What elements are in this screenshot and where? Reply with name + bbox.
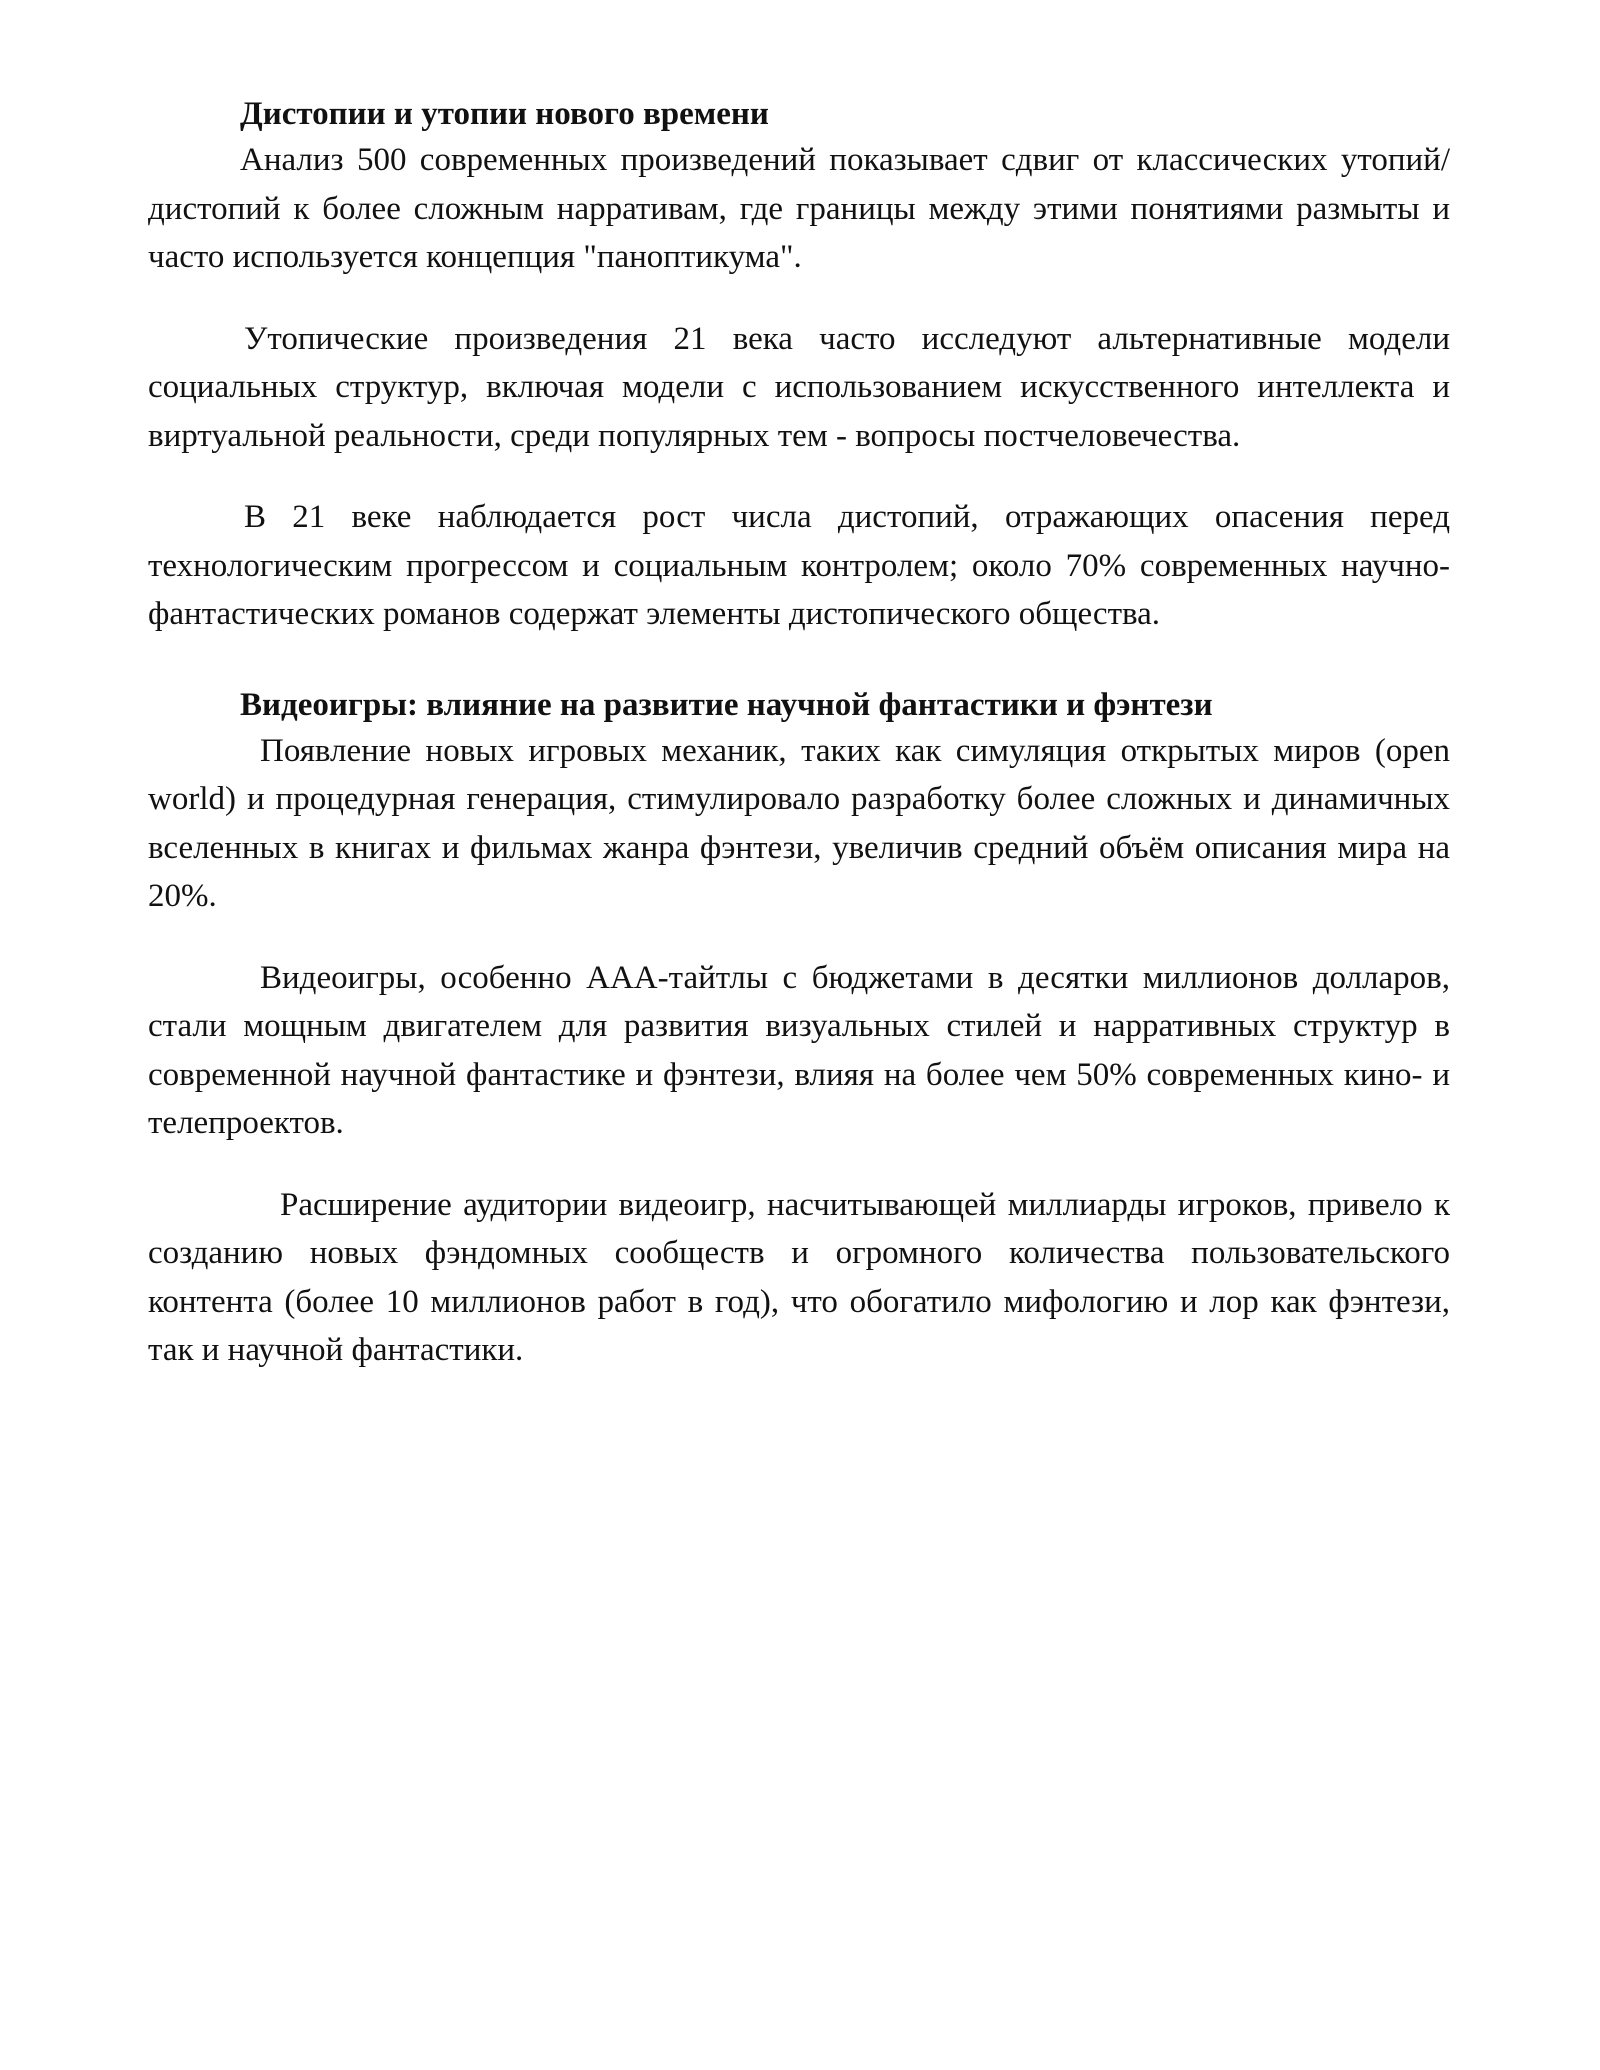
section-title-dystopias: Дистопии и утопии нового времени xyxy=(240,96,769,132)
paragraph-dystopias-2: Утопические произведения 21 века часто исследуют альтернативные модели социальных структур, включая модели с использованием искусственного интеллекта и виртуальной реальности, среди популярных тем - вопросы постчеловечества. xyxy=(148,320,1450,454)
paragraph-gap xyxy=(148,1148,1450,1181)
paragraph-gap xyxy=(148,282,1450,315)
paragraph-videogames-2: Видеоигры, особенно AAA-тайтлы с бюджетами в десятки миллионов долларов, стали мощным двигателем для развития визуальных стилей и нарративных структур в современной научной фантастике и фэнтези, влияя на более чем 50% современных кино- и телепроектов. xyxy=(148,959,1450,1141)
paragraph-gap xyxy=(148,921,1450,954)
paragraph-videogames-3: Расширение аудитории видеоигр, насчитывающей миллиарды игроков, привело к созданию новых фэндомных сообществ и огромного количества пользовательского контента (более 10 миллионов работ в год), что обогатило мифологию и лор как фэнтези, так и научной фантастики. xyxy=(148,1186,1450,1368)
document-page xyxy=(148,92,1450,1375)
paragraph-gap xyxy=(148,460,1450,493)
section-gap xyxy=(148,639,1450,683)
section-title-videogames: Видеоигры: влияние на развитие научной фантастики и фэнтези xyxy=(240,686,1213,723)
paragraph-dystopias-1: Анализ 500 современных произведений показывает сдвиг от классических утопий/дистопий к более сложным нарративам, где границы между этими понятиями размыты и часто используется концепция "паноптикума". xyxy=(148,142,1450,275)
paragraph-videogames-1: Появление новых игровых механик, таких как симуляция открытых миров (open world) и процедурная генерация, стимулировало разработку более сложных и динамичных вселенных в книгах и фильмах жанра фэнтези, увеличив средний объём описания мира на 20%. xyxy=(148,732,1450,914)
paragraph-dystopias-3: В 21 веке наблюдается рост числа дистопий, отражающих опасения перед технологическим прогрессом и социальным контролем; около 70% современных научно-фантастических романов содержат элементы дистопического общества. xyxy=(148,499,1450,632)
